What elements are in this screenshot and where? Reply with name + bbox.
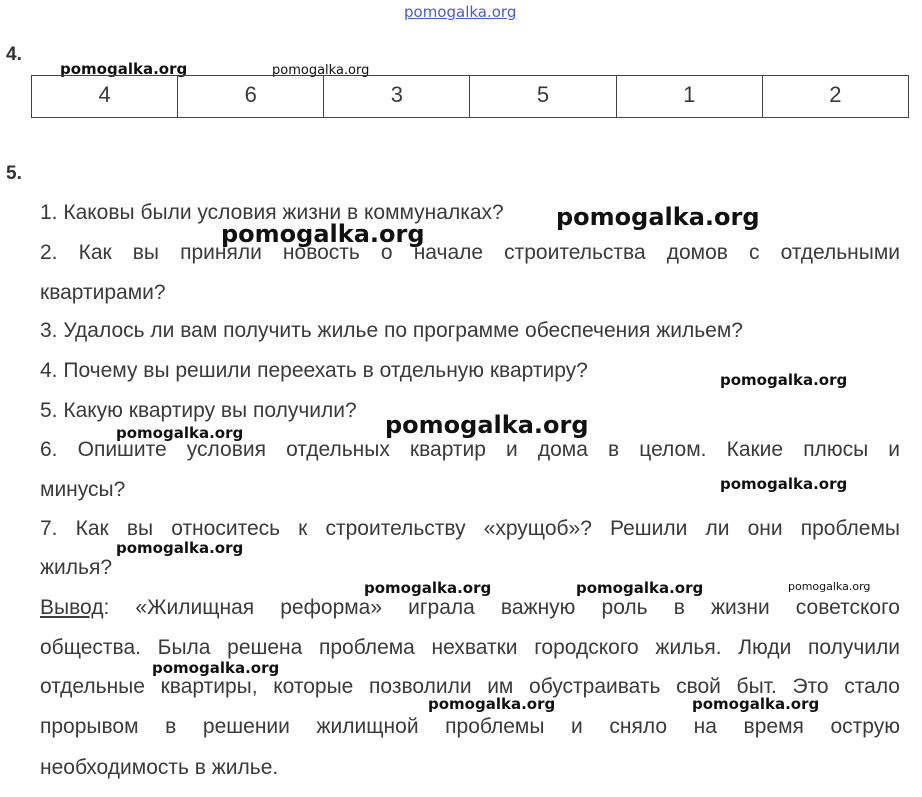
question-line: жилья?	[40, 556, 113, 579]
table-cell: 1	[616, 76, 762, 118]
task-4-number: 4.	[6, 44, 22, 65]
conclusion-line: общества. Была решена проблема нехватки городского жилья. Люди получили	[40, 636, 900, 659]
watermark: pomogalka.org	[221, 220, 425, 248]
question-line: 5. Какую квартиру вы получили?	[40, 399, 357, 422]
watermark: pomogalka.org	[116, 539, 244, 557]
question-line: 4. Почему вы решили переехать в отдельную квартиру?	[40, 359, 588, 382]
conclusion-label: Вывод	[40, 596, 104, 619]
conclusion-text: : «Жилищная реформа» играла важную роль в жизни советского	[103, 596, 900, 619]
conclusion-line	[40, 596, 900, 620]
question-line: 3. Удалось ли вам получить жилье по программе обеспечения жильем?	[40, 319, 743, 342]
watermark: pomogalka.org	[385, 411, 589, 439]
watermark: pomogalka.org	[364, 579, 492, 597]
table-cell: 5	[470, 76, 616, 118]
conclusion-line: прорывом в решении жилищной проблемы и сняло на время острую	[40, 715, 900, 738]
watermark: pomogalka.org	[788, 580, 871, 593]
watermark: pomogalka.org	[60, 60, 188, 78]
table-cell: 3	[324, 76, 470, 118]
task-5-number: 5.	[6, 163, 22, 184]
answer-table	[31, 75, 909, 118]
question-line: 2. Как вы приняли новость о начале строительства домов с отдельными	[40, 241, 900, 264]
watermark: pomogalka.org	[556, 203, 760, 231]
watermark: pomogalka.org	[152, 659, 280, 677]
watermark: pomogalka.org	[692, 695, 820, 713]
table-row	[32, 76, 909, 118]
question-line: 6. Опишите условия отдельных квартир и дома в целом. Какие плюсы и	[40, 438, 900, 461]
watermark: pomogalka.org	[576, 579, 704, 597]
table-cell: 4	[32, 76, 178, 118]
table-cell: 2	[762, 76, 908, 118]
watermark: pomogalka.org	[720, 371, 848, 389]
watermark: pomogalka.org	[428, 695, 556, 713]
question-line: минусы?	[40, 478, 126, 501]
watermark: pomogalka.org	[116, 424, 244, 442]
question-line: 1. Каковы были условия жизни в коммуналках?	[40, 201, 504, 224]
question-line: 7. Как вы относитесь к строительству «хрущоб»? Решили ли они проблемы	[40, 517, 900, 540]
watermark-top[interactable]: pomogalka.org	[404, 3, 517, 21]
table-cell: 6	[178, 76, 324, 118]
watermark: pomogalka.org	[720, 475, 848, 493]
watermark: pomogalka.org	[272, 63, 370, 78]
conclusion-line: отдельные квартиры, которые позволили им обустраивать свой быт. Это стало	[40, 675, 900, 698]
conclusion-line: необходимость в жилье.	[40, 756, 279, 779]
question-line: квартирами?	[40, 281, 166, 304]
